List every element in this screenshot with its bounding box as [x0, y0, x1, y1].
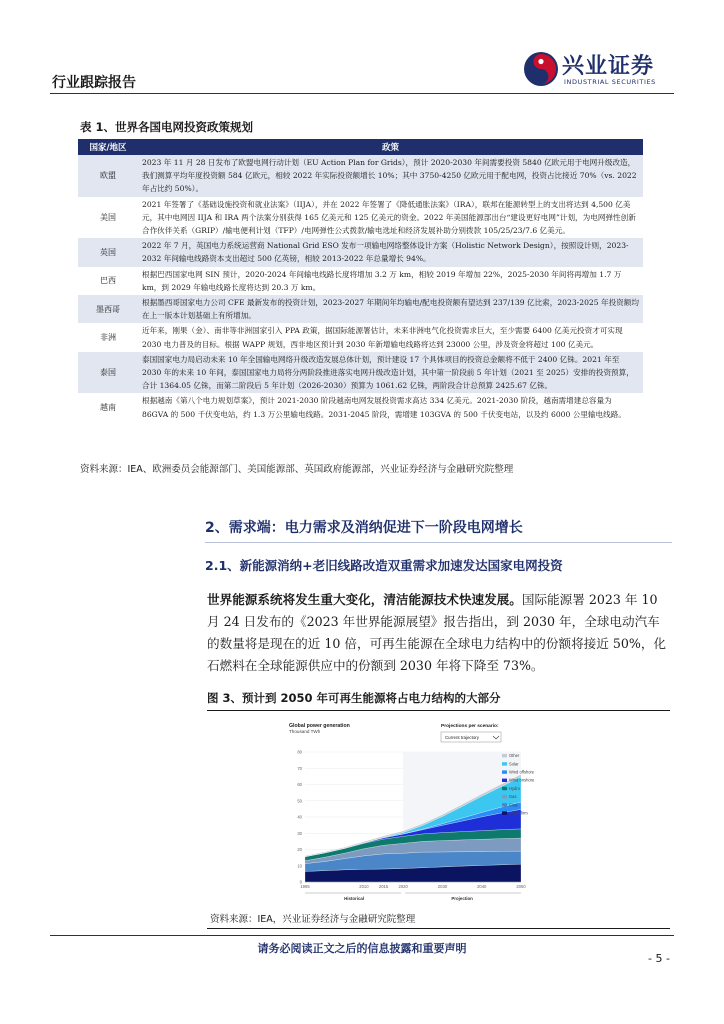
table-cell-policy: 根据墨西哥国家电力公司 CFE 最新发布的投资计划，2023-2027 年期间年均输电/配电投资额有望达到 237/139 亿比索，2023-2025 年投资额均在上一版本计划基础上有所增加。 — [138, 295, 643, 323]
table-cell-policy: 2022 年 7 月，英国电力系统运营商 National Grid ESO 发布一项输电网络整体设计方案（Holistic Network Design），按照设计则，2023-2032 年间输电线路资本支出超过 500 亿英镑，相较 2013-2022 年总量增长 94%。 — [138, 238, 643, 266]
legend-label: Clean firm — [509, 810, 528, 816]
table-row — [78, 155, 643, 197]
chart-title: Global power generation — [289, 723, 350, 729]
chart-y-tick-label: 40 — [297, 814, 302, 820]
chart-y-tick-label: 10 — [297, 863, 302, 869]
footer-divider — [50, 935, 674, 936]
chart-x-tick-label: 2030 — [437, 884, 448, 889]
power-generation-chart — [283, 718, 540, 905]
section-heading: 2、需求端：电力需求及消纳促进下一阶段电网增长 — [205, 520, 523, 536]
figure-source-note: 资料来源：IEA，兴业证券经济与金融研究院整理 — [210, 914, 416, 925]
table-caption: 表 1、世界各国电网投资政策规划 — [80, 120, 254, 134]
brand-emblem-icon — [522, 50, 560, 88]
brand-logo — [522, 48, 682, 90]
figure-frame — [283, 718, 540, 905]
table-cell-country: 泰国 — [78, 352, 138, 394]
legend-swatch — [502, 803, 507, 806]
table-row — [78, 197, 643, 239]
subsection-heading: 2.1、新能源消纳+老旧线路改造双重需求加速发达国家电网投资 — [205, 558, 563, 573]
legend-swatch — [502, 779, 507, 782]
scenario-dropdown-value: Current trajectory — [445, 735, 479, 740]
chart-y-tick-label: 20 — [297, 847, 302, 853]
table-cell-country: 欧盟 — [78, 155, 138, 197]
body-paragraph — [207, 589, 670, 677]
table-cell-policy: 近年来，刚果（金）、南非等非洲国家引入 PPA 政策，据国际能源署估计，未来非洲电气化投资需求巨大，至少需要 6400 亿美元投资才可实现 2030 电力普及的目标。根据 WAPP 规划，西非地区预计到 2030 年新增输电线路将达到 23000 公里，涉及资金将超过 100 亿美元。 — [138, 323, 643, 351]
chart-y-tick-label: 60 — [297, 782, 302, 788]
table-cell-policy: 2021 年签署了《基础设施投资和就业法案》（IIJA），并在 2022 年签署了《降低通胀法案》（IRA），联邦在能源转型上的支出将达到 4,500 亿美元，其中电网因 IIJA 和 IRA 两个法案分别获得 165 亿美元和 125 亿美元的资金。2022 年美国能源部出台“建设更好电网”计划，为电网弹性创新合作伙伴关系（GRIP）/输电便利计划（TFP）/电网弹性公式拨款/输电选址和经济发展补助分别拨款 105/25/23/7.6 亿美元。 — [138, 197, 643, 239]
legend-label: Wind onshore — [509, 777, 535, 783]
figure-top-rule — [207, 710, 670, 711]
table-cell-policy: 2023 年 11 月 28 日发布了欧盟电网行动计划（EU Action Plan for Grids），预计 2020-2030 年间需要投资 5840 亿欧元用于电网升级改造，我们测算平均年度投资额 584 亿欧元，相较 2022 年实际投资额增长 10%；其中 3750-4250 亿欧元用于配电网，投资占比接近 70%（vs. 2022 年占比约 50%）。 — [138, 155, 643, 197]
table-cell-country: 英国 — [78, 238, 138, 266]
chart-x-tick-label: 2020 — [398, 884, 408, 889]
document-type-label: 行业跟踪报告 — [52, 75, 136, 91]
chart-y-tick-label: 50 — [297, 798, 302, 804]
legend-label: Coal — [509, 802, 518, 808]
chart-x-tick-label: 2010 — [359, 884, 369, 889]
table-row — [78, 393, 643, 421]
table-row — [78, 352, 643, 394]
chart-scenario-label: Projections per scenario: — [441, 724, 499, 729]
chart-y-tick-label: 80 — [297, 749, 302, 755]
figure-caption: 图 3、预计到 2050 年可再生能源将占电力结构的大部分 — [207, 691, 501, 705]
legend-swatch — [502, 770, 507, 773]
chart-x-tick-label: 1995 — [300, 884, 310, 889]
table-cell-policy: 根据越南《第八个电力规划草案》，预计 2021-2030 阶段越南电网发展投资需求高达 334 亿美元。2021-2030 阶段，越南需增建总容量为 86GVA 的 500 千伏变电站，约 1.3 万公里输电线路。2031-2045 阶段，需增建 103GVA 的 500 千伏变电站，以及约 6000 公里输电线路。 — [138, 393, 643, 421]
table-cell-country: 非洲 — [78, 323, 138, 351]
paragraph-body: 国际能源署 2023 年 10 月 24 日发布的《2023 年世界能源展望》报告指出，到 2030 年，全球电动汽车的数量将是现在的近 10 倍，可再生能源在全球电力结构中的份额将接近 50%，化石燃料在全球能源供应中的份额到 2030 年将下降至 73%。 — [207, 592, 667, 673]
legend-label: Hydro — [509, 785, 520, 791]
footer-disclaimer: 请务必阅读正文之后的信息披露和重要声明 — [257, 942, 467, 955]
legend-swatch — [502, 762, 507, 765]
header-divider — [50, 93, 674, 94]
legend-label: Gas — [509, 794, 517, 800]
table-cell-policy: 根据巴西国家电网 SIN 预计，2020-2024 年间输电线路长度将增加 3.2 万 km，相较 2019 年增加 22%，2025-2030 年间将再增加 1.7 万 km，到 2029 年输电线路长度将达到 20.3 万 km。 — [138, 267, 643, 295]
chart-y-axis-label: Thousand TWh — [289, 729, 321, 734]
brand-name-cn: 兴业证券 — [562, 54, 655, 79]
chart-y-tick-label: 70 — [297, 765, 302, 771]
table-header-row — [78, 139, 643, 155]
chart-x-tick-label: 2040 — [477, 884, 487, 889]
table-cell-policy: 泰国国家电力局启动未来 10 年全国输电网络升级改造发展总体计划，预计建设 17 个具体项目的投资总金额将不低于 2400 亿铢。2021 年至 2030 年的未来 10 年间，泰国国家电力局将分两阶段推进落实电网升级改造计划，其中第一阶段前 5 年计划（2021 至 2025）安排的投资预算，合计 1364.05 亿铢，而第二阶段后 5 年计划（2026-2030）预算为 1061.62 亿铢，两阶段合计总预算 2425.67 亿铢。 — [138, 352, 643, 394]
section-divider — [205, 542, 672, 543]
policy-table — [78, 139, 643, 422]
period-label-projection: Projection — [451, 896, 473, 901]
table-row — [78, 267, 643, 295]
chart-x-tick-label: 2015 — [378, 884, 389, 889]
legend-swatch — [502, 754, 507, 757]
legend-label: Wind offshore — [509, 769, 535, 775]
brand-name-en: INDUSTRIAL SECURITIES — [564, 78, 656, 86]
paragraph-lead: 世界能源系统将发生重大变化，清洁能源技术快速发展。 — [207, 592, 522, 607]
chart-y-tick-label: 30 — [297, 830, 302, 836]
table-source-note: 资料来源：IEA、欧洲委员会能源部门、美国能源部、英国政府能源部，兴业证券经济与金融研究院整理 — [80, 464, 514, 475]
period-label-historical: Historical — [344, 896, 365, 901]
legend-swatch — [502, 787, 507, 790]
chart-y-tick-label: 0 — [299, 879, 302, 885]
legend-swatch — [502, 795, 507, 798]
table-header-policy: 政策 — [138, 139, 643, 155]
table-cell-country: 巴西 — [78, 267, 138, 295]
table-cell-country: 美国 — [78, 197, 138, 239]
table-header-country: 国家/地区 — [78, 139, 138, 155]
chart-x-tick-label: 2050 — [516, 884, 526, 889]
table-row — [78, 238, 643, 266]
table-row — [78, 295, 643, 323]
legend-label: Other — [509, 753, 520, 759]
page-number: - 5 - — [648, 952, 670, 965]
legend-swatch — [502, 811, 507, 814]
table-cell-country: 越南 — [78, 393, 138, 421]
table-cell-country: 墨西哥 — [78, 295, 138, 323]
figure-bottom-rule — [207, 928, 670, 929]
table-row — [78, 323, 643, 351]
legend-label: Solar — [509, 761, 519, 767]
